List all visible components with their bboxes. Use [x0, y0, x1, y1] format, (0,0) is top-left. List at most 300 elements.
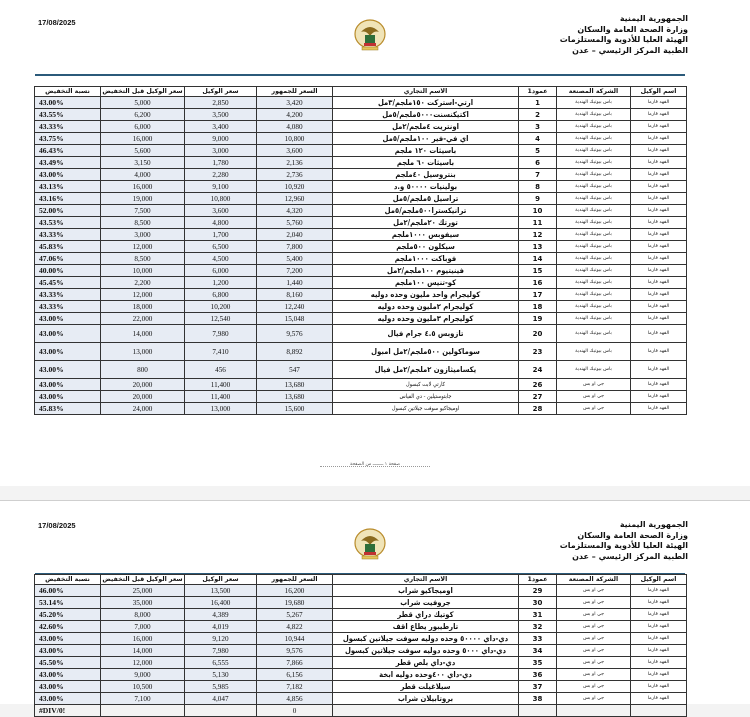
agent-price-cell: 13,500	[185, 585, 257, 597]
manufacturer-cell: جي او بس	[557, 693, 631, 705]
column-header: نسبة التخفيض	[35, 87, 101, 97]
price-before-cell: 10,500	[101, 681, 185, 693]
product-name-cell: اوميجاكيو شراب	[333, 585, 519, 597]
public-price-cell: 3,420	[257, 97, 333, 109]
agent-price-cell: 10,800	[185, 193, 257, 205]
price-before-cell: 9,000	[101, 669, 185, 681]
column-header: سعر الوكيل قبل التخفيض	[102, 576, 183, 583]
column-header: الاسم التجاري	[333, 87, 519, 97]
price-before-cell: 12,000	[101, 289, 185, 301]
row-number-cell: 38	[519, 693, 557, 705]
pct-cell: 43.33%	[35, 121, 101, 133]
price-before-cell: 20,000	[101, 379, 185, 391]
header-line: وزارة الصحة العامة والسكان	[577, 530, 688, 540]
price-before-cell: 14,000	[101, 325, 185, 343]
price-before-cell: 8,500	[101, 253, 185, 265]
public-price-cell: 3,600	[257, 145, 333, 157]
pct-cell: 43.00%	[35, 169, 101, 181]
price-before-cell: 3,000	[101, 229, 185, 241]
product-name-cell: سيلاغيلت قطر	[333, 681, 519, 693]
public-price-cell: 5,267	[257, 609, 333, 621]
agent-price-cell: 456	[185, 361, 257, 379]
table-row	[35, 217, 687, 229]
product-name-cell: اكتيكنسنت٥٠٠٠ملجم/٥مل	[333, 109, 519, 121]
price-before-cell: 6,200	[101, 109, 185, 121]
price-before-cell: 800	[101, 361, 185, 379]
product-name-cell: ارتي-استركت ١٥٠ملجم/٣مل	[333, 97, 519, 109]
manufacturer-cell: باس بيوتيك الهندية	[557, 313, 631, 325]
pct-cell: 43.75%	[35, 133, 101, 145]
product-name-cell: دي-داي ٤٠٠وحده دوليه ابخة	[333, 669, 519, 681]
table-row	[35, 313, 687, 325]
column-header: الاسم التجاري	[333, 575, 519, 585]
price-before-cell: 12,000	[101, 657, 185, 669]
row-number-cell: 16	[519, 277, 557, 289]
agent-name-cell: الفهد فارما	[631, 169, 687, 181]
price-before-cell: 13,000	[101, 343, 185, 361]
table-row	[35, 609, 687, 621]
product-name-cell: ترانيكسترا٥٠٠ملجم/٥مل	[333, 205, 519, 217]
public-price-cell: 13,680	[257, 379, 333, 391]
column-header: عمود1	[519, 87, 557, 97]
public-price-cell: 7,182	[257, 681, 333, 693]
manufacturer-cell: باس بيوتيك الهندية	[557, 301, 631, 313]
agent-name-cell: الفهد فارما	[631, 669, 687, 681]
table-row	[35, 633, 687, 645]
table-row	[35, 597, 687, 609]
pct-cell: 45.45%	[35, 277, 101, 289]
manufacturer-cell	[557, 705, 631, 717]
agent-name-cell: الفهد فارما	[631, 361, 687, 379]
public-price-cell: 7,200	[257, 265, 333, 277]
pct-cell: 43.00%	[35, 669, 101, 681]
pct-cell: 43.00%	[35, 361, 101, 379]
yemen-emblem-icon	[352, 18, 388, 52]
agent-name-cell: الفهد فارما	[631, 157, 687, 169]
agent-name-cell: الفهد فارما	[631, 265, 687, 277]
agent-price-cell: 9,100	[185, 181, 257, 193]
pct-cell: 43.00%	[35, 343, 101, 361]
table-row	[35, 253, 687, 265]
agent-name-cell: الفهد فارما	[631, 657, 687, 669]
manufacturer-cell: باس بيوتيك الهندية	[557, 361, 631, 379]
agent-name-cell: الفهد فارما	[631, 301, 687, 313]
print-date: 17/08/2025	[38, 18, 76, 27]
pct-cell: 43.00%	[35, 325, 101, 343]
public-price-cell: 8,160	[257, 289, 333, 301]
row-number-cell: 20	[519, 325, 557, 343]
product-name-cell: دي-داي ٥٠٠٠ وحده دوليه سوفت جيلاتين كبسول	[333, 645, 519, 657]
price-before-cell: 10,000	[101, 265, 185, 277]
agent-name-cell: الفهد فارما	[631, 277, 687, 289]
agent-price-cell: 6,555	[185, 657, 257, 669]
public-price-cell: 7,866	[257, 657, 333, 669]
agent-price-cell: 3,000	[185, 145, 257, 157]
agent-name-cell: الفهد فارما	[631, 693, 687, 705]
table-row	[35, 277, 687, 289]
manufacturer-cell: باس بيوتيك الهندية	[557, 145, 631, 157]
pct-cell: 43.13%	[35, 181, 101, 193]
table-row	[35, 109, 687, 121]
agent-price-cell: 5,985	[185, 681, 257, 693]
header-line: الهيئة العليا للأدوية والمستلزمات	[559, 541, 688, 550]
print-date: 17/08/2025	[38, 521, 76, 530]
column-header: الشركة المصنعة	[557, 87, 631, 97]
row-number-cell: 7	[519, 169, 557, 181]
pct-cell: 45.83%	[35, 241, 101, 253]
agent-name-cell: الفهد فارما	[631, 205, 687, 217]
pct-cell: 42.60%	[35, 621, 101, 633]
pct-cell: 43.00%	[35, 645, 101, 657]
manufacturer-cell: جي او بس	[557, 669, 631, 681]
agent-name-cell: الفهد فارما	[631, 289, 687, 301]
agent-name-cell: الفهد فارما	[631, 253, 687, 265]
pct-cell: 45.20%	[35, 609, 101, 621]
product-name-cell: دي-داي ٥٠٠٠٠ وحده دوليه سوفت جيلاتين كبسول	[333, 633, 519, 645]
agent-price-cell: 7,980	[185, 325, 257, 343]
public-price-cell: 0	[257, 705, 333, 717]
agent-price-cell: 7,980	[185, 645, 257, 657]
product-name-cell: سيفوبس ١٠٠٠ملجم	[333, 229, 519, 241]
agent-price-cell: 6,000	[185, 265, 257, 277]
price-before-cell: 18,000	[101, 301, 185, 313]
price-before-cell: 24,000	[101, 403, 185, 415]
price-before-cell: 16,000	[101, 181, 185, 193]
pct-cell: 52.00%	[35, 205, 101, 217]
row-number-cell: 17	[519, 289, 557, 301]
agent-name-cell: الفهد فارما	[631, 145, 687, 157]
pct-cell: 45.83%	[35, 403, 101, 415]
header-line: الطبية المركز الرئيسي – عدن	[572, 551, 688, 561]
manufacturer-cell: باس بيوتيك الهندية	[557, 157, 631, 169]
table-row	[35, 669, 687, 681]
pct-cell: 47.06%	[35, 253, 101, 265]
agent-name-cell: الفهد فارما	[631, 193, 687, 205]
public-price-cell: 7,800	[257, 241, 333, 253]
manufacturer-cell: جي او بس	[557, 645, 631, 657]
table-row	[35, 379, 687, 391]
row-number-cell: 34	[519, 645, 557, 657]
pct-cell: 43.33%	[35, 229, 101, 241]
row-number-cell: 14	[519, 253, 557, 265]
agent-name-cell: الفهد فارما	[631, 379, 687, 391]
row-number-cell: 24	[519, 361, 557, 379]
agent-price-cell: 9,120	[185, 633, 257, 645]
agent-price-cell: 4,500	[185, 253, 257, 265]
public-price-cell: 5,400	[257, 253, 333, 265]
table-row	[35, 229, 687, 241]
row-number-cell	[519, 705, 557, 717]
manufacturer-cell: باس بيوتيك الهندية	[557, 217, 631, 229]
agent-name-cell: الفهد فارما	[631, 609, 687, 621]
product-name-cell: كوليجرام ٣مليون وحده دوليه	[333, 313, 519, 325]
table-row	[35, 585, 687, 597]
table-row	[35, 705, 687, 717]
manufacturer-cell: باس بيوتيك الهندية	[557, 325, 631, 343]
pct-cell: 43.49%	[35, 157, 101, 169]
pct-cell: 43.53%	[35, 217, 101, 229]
agent-price-cell: 11,400	[185, 391, 257, 403]
public-price-cell: 10,944	[257, 633, 333, 645]
agent-name-cell: الفهد فارما	[631, 313, 687, 325]
manufacturer-cell: باس بيوتيك الهندية	[557, 97, 631, 109]
row-number-cell: 5	[519, 145, 557, 157]
price-before-cell: 6,000	[101, 121, 185, 133]
row-number-cell: 33	[519, 633, 557, 645]
agent-name-cell: الفهد فارما	[631, 403, 687, 415]
yemen-emblem-icon	[352, 527, 388, 561]
public-price-cell: 2,040	[257, 229, 333, 241]
agent-price-cell: 2,850	[185, 97, 257, 109]
pct-cell: 43.00%	[35, 379, 101, 391]
agent-price-cell: 6,800	[185, 289, 257, 301]
row-number-cell: 37	[519, 681, 557, 693]
public-price-cell: 2,736	[257, 169, 333, 181]
row-number-cell: 35	[519, 657, 557, 669]
product-name-cell: دي-داي بلص قطر	[333, 657, 519, 669]
price-before-cell: 14,000	[101, 645, 185, 657]
table-row	[35, 343, 687, 361]
pct-cell: 40.00%	[35, 265, 101, 277]
row-number-cell: 29	[519, 585, 557, 597]
public-price-cell: 9,576	[257, 325, 333, 343]
public-price-cell: 9,576	[257, 645, 333, 657]
manufacturer-cell: جي او بس	[557, 585, 631, 597]
agent-price-cell: 3,500	[185, 109, 257, 121]
table-row	[35, 325, 687, 343]
agent-name-cell: الفهد فارما	[631, 585, 687, 597]
agent-price-cell	[185, 705, 257, 717]
agent-name-cell: الفهد فارما	[631, 343, 687, 361]
ministry-header	[560, 520, 688, 562]
product-name-cell: اوميجاكيو سوفت جيلاتين كبسول	[333, 403, 519, 415]
table-row	[35, 133, 687, 145]
table-row	[35, 145, 687, 157]
price-before-cell: 8,000	[101, 609, 185, 621]
ministry-header	[560, 14, 688, 56]
price-table	[34, 86, 687, 415]
agent-name-cell: الفهد فارما	[631, 109, 687, 121]
price-before-cell: 19,000	[101, 193, 185, 205]
column-header: سعر الوكيل	[185, 575, 257, 585]
table-row	[35, 181, 687, 193]
public-price-cell: 13,680	[257, 391, 333, 403]
page-footer: صفحة ١ ــــــــ من الصفحة	[349, 462, 401, 467]
row-number-cell: 32	[519, 621, 557, 633]
manufacturer-cell: جي او بس	[557, 633, 631, 645]
table-row	[35, 97, 687, 109]
agent-price-cell: 11,400	[185, 379, 257, 391]
manufacturer-cell: باس بيوتيك الهندية	[557, 343, 631, 361]
agent-name-cell: الفهد فارما	[631, 621, 687, 633]
agent-name-cell: الفهد فارما	[631, 325, 687, 343]
public-price-cell: 19,680	[257, 597, 333, 609]
agent-name-cell: الفهد فارما	[631, 391, 687, 403]
manufacturer-cell: باس بيوتيك الهندية	[557, 241, 631, 253]
table-header-row	[35, 575, 687, 585]
product-name-cell: جروفيت شراب	[333, 597, 519, 609]
header-line: الطبية المركز الرئيسي – عدن	[572, 45, 688, 55]
table-header-row	[35, 87, 687, 97]
product-name-cell: بولينيات ٥٠٠٠٠ و.د	[333, 181, 519, 193]
product-name-cell: يكساميثازون ٢ملجم/٢مل فيال	[333, 361, 519, 379]
manufacturer-cell: جي او بس	[557, 657, 631, 669]
manufacturer-cell: باس بيوتيك الهندية	[557, 193, 631, 205]
product-name-cell: فينيتيوم ١٠٠ملجم/٢مل	[333, 265, 519, 277]
agent-name-cell: الفهد فارما	[631, 217, 687, 229]
row-number-cell: 11	[519, 217, 557, 229]
column-header: سعر الوكيل قبل التخفيض	[102, 88, 183, 95]
row-number-cell: 18	[519, 301, 557, 313]
product-name-cell: كارتي لابت كبسول	[333, 379, 519, 391]
agent-price-cell: 3,400	[185, 121, 257, 133]
column-header: نسبة التخفيض	[35, 575, 101, 585]
pct-cell: 43.16%	[35, 193, 101, 205]
manufacturer-cell: جي او بس	[557, 379, 631, 391]
pct-cell: 46.43%	[35, 145, 101, 157]
manufacturer-cell: جي او بس	[557, 597, 631, 609]
pct-cell: 43.00%	[35, 97, 101, 109]
manufacturer-cell: باس بيوتيك الهندية	[557, 229, 631, 241]
row-number-cell: 12	[519, 229, 557, 241]
public-price-cell: 15,048	[257, 313, 333, 325]
public-price-cell: 4,200	[257, 109, 333, 121]
pct-cell: 53.14%	[35, 597, 101, 609]
product-name-cell	[333, 705, 519, 717]
column-header: الشركة المصنعة	[557, 575, 631, 585]
agent-price-cell: 4,047	[185, 693, 257, 705]
price-before-cell	[101, 705, 185, 717]
agent-price-cell: 6,500	[185, 241, 257, 253]
table-row	[35, 157, 687, 169]
product-name-cell: اي في-فير ١٠٠ملجم/٥مل	[333, 133, 519, 145]
column-header: اسم الوكيل	[631, 87, 687, 97]
row-number-cell: 30	[519, 597, 557, 609]
pct-cell: 43.00%	[35, 633, 101, 645]
row-number-cell: 13	[519, 241, 557, 253]
agent-price-cell: 12,540	[185, 313, 257, 325]
agent-price-cell: 7,410	[185, 343, 257, 361]
table-row	[35, 265, 687, 277]
column-header: عمود1	[519, 575, 557, 585]
agent-price-cell: 4,019	[185, 621, 257, 633]
header-line: الجمهورية اليمنية	[619, 14, 688, 23]
header-line: الهيئة العليا للأدوية والمستلزمات	[559, 35, 688, 44]
price-before-cell: 20,000	[101, 391, 185, 403]
table-row	[35, 391, 687, 403]
row-number-cell: 31	[519, 609, 557, 621]
price-before-cell: 35,000	[101, 597, 185, 609]
pct-cell: 43.33%	[35, 289, 101, 301]
row-number-cell: 2	[519, 109, 557, 121]
column-header: اسم الوكيل	[631, 575, 687, 585]
product-name-cell: سيكلون ٥٠٠ملجم	[333, 241, 519, 253]
agent-price-cell: 4,389	[185, 609, 257, 621]
price-before-cell: 7,500	[101, 205, 185, 217]
row-number-cell: 27	[519, 391, 557, 403]
column-header: السعر للجمهور	[257, 87, 333, 97]
table-row	[35, 121, 687, 133]
row-number-cell: 6	[519, 157, 557, 169]
product-name-cell: كوليجرام ٢مليون وحده دوليه	[333, 301, 519, 313]
public-price-cell: 12,960	[257, 193, 333, 205]
row-number-cell: 15	[519, 265, 557, 277]
pct-cell: 43.33%	[35, 301, 101, 313]
table-row	[35, 169, 687, 181]
manufacturer-cell: باس بيوتيك الهندية	[557, 289, 631, 301]
agent-name-cell: الفهد فارما	[631, 97, 687, 109]
public-price-cell: 547	[257, 361, 333, 379]
agent-name-cell: الفهد فارما	[631, 241, 687, 253]
public-price-cell: 12,240	[257, 301, 333, 313]
price-before-cell: 25,000	[101, 585, 185, 597]
agent-price-cell: 3,600	[185, 205, 257, 217]
table-row	[35, 241, 687, 253]
table-row	[35, 645, 687, 657]
table-row	[35, 621, 687, 633]
row-number-cell: 36	[519, 669, 557, 681]
document-page-2	[0, 500, 750, 715]
pct-cell: 46.00%	[35, 585, 101, 597]
product-name-cell: جابتوستيلين - دي الفياس	[333, 391, 519, 403]
agent-price-cell: 2,280	[185, 169, 257, 181]
public-price-cell: 10,800	[257, 133, 333, 145]
pct-cell: #DIV/0!	[35, 705, 101, 717]
product-name-cell: بروتابيلان شراب	[333, 693, 519, 705]
manufacturer-cell: جي او بس	[557, 403, 631, 415]
manufacturer-cell: باس بيوتيك الهندية	[557, 253, 631, 265]
manufacturer-cell: باس بيوتيك الهندية	[557, 109, 631, 121]
public-price-cell: 1,440	[257, 277, 333, 289]
public-price-cell: 2,136	[257, 157, 333, 169]
table-row	[35, 301, 687, 313]
table-row	[35, 193, 687, 205]
agent-price-cell: 5,130	[185, 669, 257, 681]
manufacturer-cell: باس بيوتيك الهندية	[557, 277, 631, 289]
public-price-cell: 4,080	[257, 121, 333, 133]
agent-price-cell: 1,200	[185, 277, 257, 289]
table-row	[35, 693, 687, 705]
price-before-cell: 7,000	[101, 621, 185, 633]
product-name-cell: اونتريت ٤ملجم/٢مل	[333, 121, 519, 133]
manufacturer-cell: باس بيوتيك الهندية	[557, 265, 631, 277]
price-before-cell: 12,000	[101, 241, 185, 253]
row-number-cell: 3	[519, 121, 557, 133]
agent-price-cell: 9,000	[185, 133, 257, 145]
public-price-cell: 4,856	[257, 693, 333, 705]
agent-name-cell: الفهد فارما	[631, 681, 687, 693]
agent-name-cell: الفهد فارما	[631, 121, 687, 133]
table-row	[35, 657, 687, 669]
pct-cell: 43.00%	[35, 313, 101, 325]
price-before-cell: 22,000	[101, 313, 185, 325]
row-number-cell: 9	[519, 193, 557, 205]
row-number-cell: 10	[519, 205, 557, 217]
pct-cell: 43.00%	[35, 391, 101, 403]
manufacturer-cell: جي او بس	[557, 609, 631, 621]
table-row	[35, 403, 687, 415]
pct-cell: 45.50%	[35, 657, 101, 669]
pct-cell: 43.00%	[35, 693, 101, 705]
product-name-cell: كوتيك دراي قطر	[333, 609, 519, 621]
column-header: السعر للجمهور	[257, 575, 333, 585]
product-name-cell: كوليجرام واحد مليون وحده دوليه	[333, 289, 519, 301]
price-before-cell: 8,500	[101, 217, 185, 229]
product-name-cell: تارطيبور يطاع اقف	[333, 621, 519, 633]
price-before-cell: 5,000	[101, 97, 185, 109]
product-name-cell: سوماكولين ٥٠٠ملجم/٢مل امبول	[333, 343, 519, 361]
manufacturer-cell: جي او بس	[557, 391, 631, 403]
